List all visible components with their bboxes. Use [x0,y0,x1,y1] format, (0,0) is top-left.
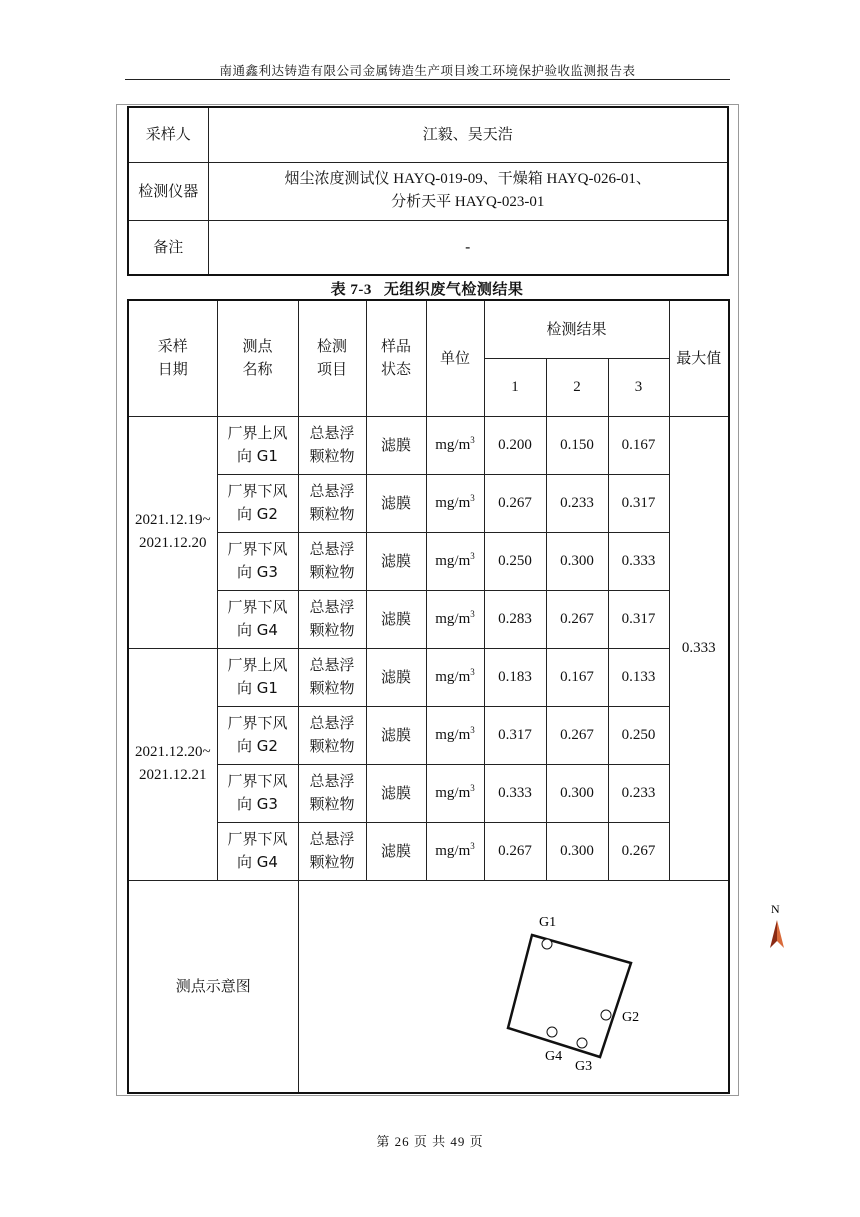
test-item-line2: 颗粒物 [309,737,355,755]
result-value-2: 0.150 [546,416,608,474]
point-g1-label: G1 [538,914,556,930]
test-item-line2: 颗粒物 [309,563,355,581]
point-name-line2: 向 G2 [237,505,278,523]
result-value-1: 0.183 [484,648,546,706]
unit-cell [426,590,484,648]
page-frame-right [738,104,739,1096]
test-item [298,532,366,590]
remark-value: - [208,220,728,275]
test-item-line2: 颗粒物 [309,679,355,697]
point-name-line1: 厂界上风 [227,656,288,674]
test-item-line2: 颗粒物 [309,505,355,523]
sampler-label: 采样人 [128,107,208,162]
point-name-line1: 厂界下风 [227,540,288,558]
test-item [298,474,366,532]
unit-exponent: 3 [470,550,475,561]
page-footer [0,1131,860,1150]
caption-title: 无组织废气检测结果 [383,282,524,298]
header-date [128,300,217,416]
result-value-2: 0.167 [546,648,608,706]
header-result-2: 2 [546,358,608,416]
result-value-3: 0.333 [608,532,669,590]
test-item-line1: 总悬浮 [309,830,355,848]
unit-cell [426,764,484,822]
remark-label: 备注 [128,220,208,275]
result-value-1: 0.200 [484,416,546,474]
unit-exponent: 3 [470,608,475,619]
sampling-date-line2: 2021.12.21 [139,767,207,783]
info-table [127,106,729,276]
test-item-line1: 总悬浮 [309,482,355,500]
header-item-line2: 项目 [316,360,347,379]
header-result-3: 3 [608,358,669,416]
point-name-line1: 厂界下风 [227,598,288,616]
sampling-date [128,648,217,880]
results-table [127,299,730,1094]
point-name [217,822,298,880]
info-row-instruments [128,162,728,220]
table-row [128,764,729,822]
point-name-line2: 向 G1 [237,447,278,465]
diagram-row [128,880,729,1093]
north-arrow-right-half [777,920,784,948]
sampling-date-line2: 2021.12.20 [139,535,207,551]
instruments-label: 检测仪器 [128,162,208,220]
result-value-2: 0.300 [546,764,608,822]
north-label: N [771,902,780,916]
instruments-line-2: 分析天平 HAYQ-023-01 [391,194,545,210]
unit-base: mg/m [435,494,471,511]
sampling-date-line1: 2021.12.20~ [134,744,211,760]
point-g3-marker [577,1038,587,1048]
unit-base: mg/m [435,436,471,453]
header-state-line1: 样品 [380,337,411,356]
unit-cell [426,532,484,590]
page-frame-left [116,104,117,1096]
diagram-label: 测点示意图 [128,880,298,1093]
point-name-line2: 向 G3 [237,795,278,813]
header-item-line1: 检测 [316,337,347,356]
footer-total-word: 共 [432,1134,447,1149]
header-point-line2: 名称 [242,360,273,379]
header-date-line2: 日期 [157,360,188,379]
unit-cell [426,474,484,532]
result-value-1: 0.283 [484,590,546,648]
point-name-line2: 向 G2 [237,737,278,755]
result-value-3: 0.167 [608,416,669,474]
footer-prefix: 第 [376,1134,391,1149]
sampling-date [128,416,217,648]
sample-state: 滤膜 [366,764,426,822]
table-row [128,474,729,532]
test-item-line2: 颗粒物 [309,621,355,639]
point-g1-marker [542,939,552,949]
result-value-2: 0.300 [546,822,608,880]
test-item-line1: 总悬浮 [309,656,355,674]
unit-base: mg/m [435,668,471,685]
result-value-3: 0.317 [608,590,669,648]
point-name [217,532,298,590]
unit-cell [426,822,484,880]
test-item [298,764,366,822]
page-frame-top [116,104,738,105]
result-value-1: 0.250 [484,532,546,590]
point-name-line1: 厂界下风 [227,482,288,500]
sample-state: 滤膜 [366,648,426,706]
page-frame-bottom [116,1095,738,1096]
sample-state: 滤膜 [366,822,426,880]
test-item [298,648,366,706]
report-header: 南通鑫利达铸造有限公司金属铸造生产项目竣工环境保护验收监测报告表 [219,63,636,78]
point-g2-marker [601,1010,611,1020]
table-row [128,648,729,706]
table-row [128,590,729,648]
unit-base: mg/m [435,842,471,859]
header-point [217,300,298,416]
test-item [298,706,366,764]
point-name [217,474,298,532]
header-max: 最大值 [669,300,729,416]
header-state-line2: 状态 [380,360,411,379]
header-state [366,300,426,416]
test-item-line2: 颗粒物 [309,795,355,813]
unit-exponent: 3 [470,666,475,677]
point-name [217,590,298,648]
footer-total-pages: 49 [450,1134,466,1149]
unit-base: mg/m [435,726,471,743]
unit-exponent: 3 [470,434,475,445]
sampling-date-line1: 2021.12.19~ [134,512,211,528]
footer-page-number: 26 [394,1134,410,1149]
point-g4-label: G4 [544,1048,562,1064]
caption-number: 表 7-3 [330,282,372,298]
header-row-1 [128,300,729,358]
point-name-line2: 向 G1 [237,679,278,697]
unit-cell [426,706,484,764]
north-arrow-icon [766,901,788,956]
unit-base: mg/m [435,784,471,801]
sample-state: 滤膜 [366,590,426,648]
header-rule [125,79,730,80]
footer-page-word: 页 [413,1134,428,1149]
unit-cell [426,648,484,706]
test-item-line1: 总悬浮 [309,540,355,558]
header-result-1: 1 [484,358,546,416]
unit-exponent: 3 [470,492,475,503]
result-value-1: 0.267 [484,822,546,880]
result-value-2: 0.300 [546,532,608,590]
north-arrow-left-half [770,920,777,948]
result-value-2: 0.267 [546,590,608,648]
result-value-3: 0.133 [608,648,669,706]
result-value-3: 0.233 [608,764,669,822]
point-name [217,648,298,706]
point-name-line2: 向 G3 [237,563,278,581]
table-caption [127,278,727,299]
results-body [128,416,729,880]
result-value-2: 0.267 [546,706,608,764]
result-value-3: 0.317 [608,474,669,532]
point-name-line2: 向 G4 [237,853,278,871]
unit-base: mg/m [435,610,471,627]
point-name [217,416,298,474]
result-value-1: 0.317 [484,706,546,764]
sampling-point-diagram [299,881,729,1094]
unit-exponent: 3 [470,782,475,793]
diagram-cell [298,880,729,1093]
unit-exponent: 3 [470,840,475,851]
unit-exponent: 3 [470,724,475,735]
header-date-line1: 采样 [157,337,188,356]
result-value-1: 0.333 [484,764,546,822]
point-name-line1: 厂界下风 [227,772,288,790]
instruments-line-1: 烟尘浓度测试仪 HAYQ-019-09、干燥箱 HAYQ-026-01、 [284,171,651,187]
result-value-3: 0.250 [608,706,669,764]
point-name-line1: 厂界下风 [227,714,288,732]
header-point-line1: 测点 [242,337,273,356]
point-name [217,764,298,822]
instruments-value [208,162,728,220]
sample-state: 滤膜 [366,706,426,764]
table-row [128,706,729,764]
header-item [298,300,366,416]
test-item-line1: 总悬浮 [309,714,355,732]
result-value-3: 0.267 [608,822,669,880]
header-unit: 单位 [426,300,484,416]
test-item [298,822,366,880]
result-value-1: 0.267 [484,474,546,532]
test-item-line1: 总悬浮 [309,598,355,616]
test-item-line2: 颗粒物 [309,853,355,871]
sample-state: 滤膜 [366,416,426,474]
max-value: 0.333 [669,416,729,880]
point-g2-label: G2 [621,1009,639,1025]
table-row [128,532,729,590]
info-row-sampler [128,107,728,162]
point-g4-marker [547,1027,557,1037]
sampler-value: 江毅、吴天浩 [208,107,728,162]
test-item [298,590,366,648]
unit-cell [426,416,484,474]
unit-base: mg/m [435,552,471,569]
sample-state: 滤膜 [366,532,426,590]
test-item-line1: 总悬浮 [309,424,355,442]
info-row-remark [128,220,728,275]
site-boundary [508,935,631,1057]
test-item [298,416,366,474]
header-results: 检测结果 [484,300,669,358]
result-value-2: 0.233 [546,474,608,532]
point-name-line2: 向 G4 [237,621,278,639]
table-row [128,416,729,474]
footer-suffix: 页 [469,1134,484,1149]
point-name [217,706,298,764]
test-item-line2: 颗粒物 [309,447,355,465]
table-row [128,822,729,880]
point-name-line1: 厂界上风 [227,424,288,442]
point-g3-label: G3 [574,1058,592,1074]
test-item-line1: 总悬浮 [309,772,355,790]
point-name-line1: 厂界下风 [227,830,288,848]
sample-state: 滤膜 [366,474,426,532]
